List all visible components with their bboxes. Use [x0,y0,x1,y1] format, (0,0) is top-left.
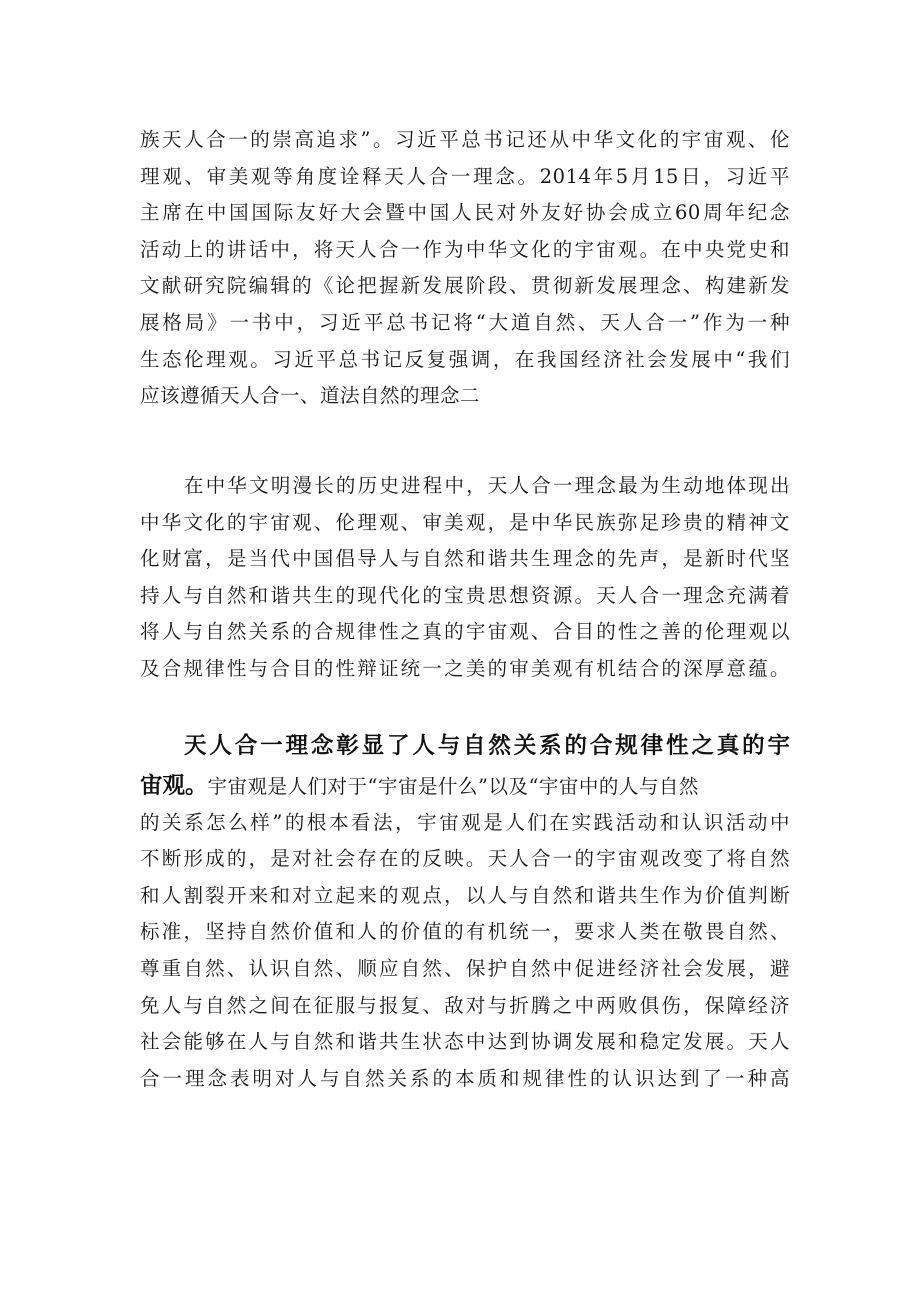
text-line: 应该遵循天人合一、道法自然的理念二 [140,384,481,408]
text-line: 生态伦理观。习近平总书记反复强调，在我国经济社会发展中“我们 [140,347,790,371]
text-line: 中华文化的宇宙观、伦理观、审美观，是中华民族弥足珍贵的精神文 [140,510,790,534]
text-line: 展格局》一书中，习近平总书记将“大道自然、天人合一”作为一种 [140,310,790,334]
text-line: 不断形成的，是对社会存在的反映。天人合一的宇宙观改变了将自然 [140,847,790,871]
text-line: 将人与自然关系的合规律性之真的宇宙观、合目的性之善的伦理观以 [140,620,790,644]
section-heading [140,726,790,766]
text-line: 的关系怎么样”的根本看法，宇宙观是人们在实践活动和认识活动中 [140,810,790,834]
text-line: 和人割裂开来和对立起来的观点，以人与自然和谐共生作为价值判断 [140,883,790,907]
heading-line: 天人合一理念彰显了人与自然关系的合规律性之真的宇 [184,733,790,759]
text-line: 文献研究院编辑的《论把握新发展阶段、贯彻新发展理念、构建新发 [140,274,790,298]
heading-continuation-line [140,768,790,805]
text-line: 族天人合一的崇高追求”。习近平总书记还从中华文化的宇宙观、伦 [140,128,790,151]
heading-tail: 宙观。 [140,773,208,799]
text-line: 社会能够在人与自然和谐共生状态中达到协调发展和稳定发展。天人 [140,1030,790,1054]
text-line: 理观、审美观等角度诠释天人合一理念。2014年5月15日，习近平 [140,164,790,188]
paragraph-history [140,468,790,688]
text-line: 及合规律性与合目的性辩证统一之美的审美观有机结合的深厚意蕴。 [140,656,790,680]
paragraph-cosmology [140,768,790,1097]
text-line: 持人与自然和谐共生的现代化的宝贵思想资源。天人合一理念充满着 [140,583,790,607]
text-line: 在中华文明漫长的历史进程中，天人合一理念最为生动地体现出 [184,474,790,497]
text-line: 标准，坚持自然价值和人的价值的有机统一，要求人类在敬畏自然、 [140,920,790,944]
text-line: 尊重自然、认识自然、顺应自然、保护自然中促进经济社会发展，避 [140,956,790,980]
text-span: 宇宙观是人们对于“宇宙是什么”以及“宇宙中的人与自然 [207,775,699,798]
text-line: 活动上的讲话中，将天人合一作为中华文化的宇宙观。在中央党史和 [140,237,790,261]
text-line: 免人与自然之间在征服与报复、敌对与折腾之中两败俱伤，保障经济 [140,993,790,1017]
text-line: 化财富，是当代中国倡导人与自然和谐共生理念的先声，是新时代坚 [140,547,790,571]
text-line: 合一理念表明对人与自然关系的本质和规律性的认识达到了一种高 [140,1066,790,1090]
text-line: 主席在中国国际友好大会暨中国人民对外友好协会成立60周年纪念 [140,201,790,225]
paragraph-continuation [140,122,790,415]
